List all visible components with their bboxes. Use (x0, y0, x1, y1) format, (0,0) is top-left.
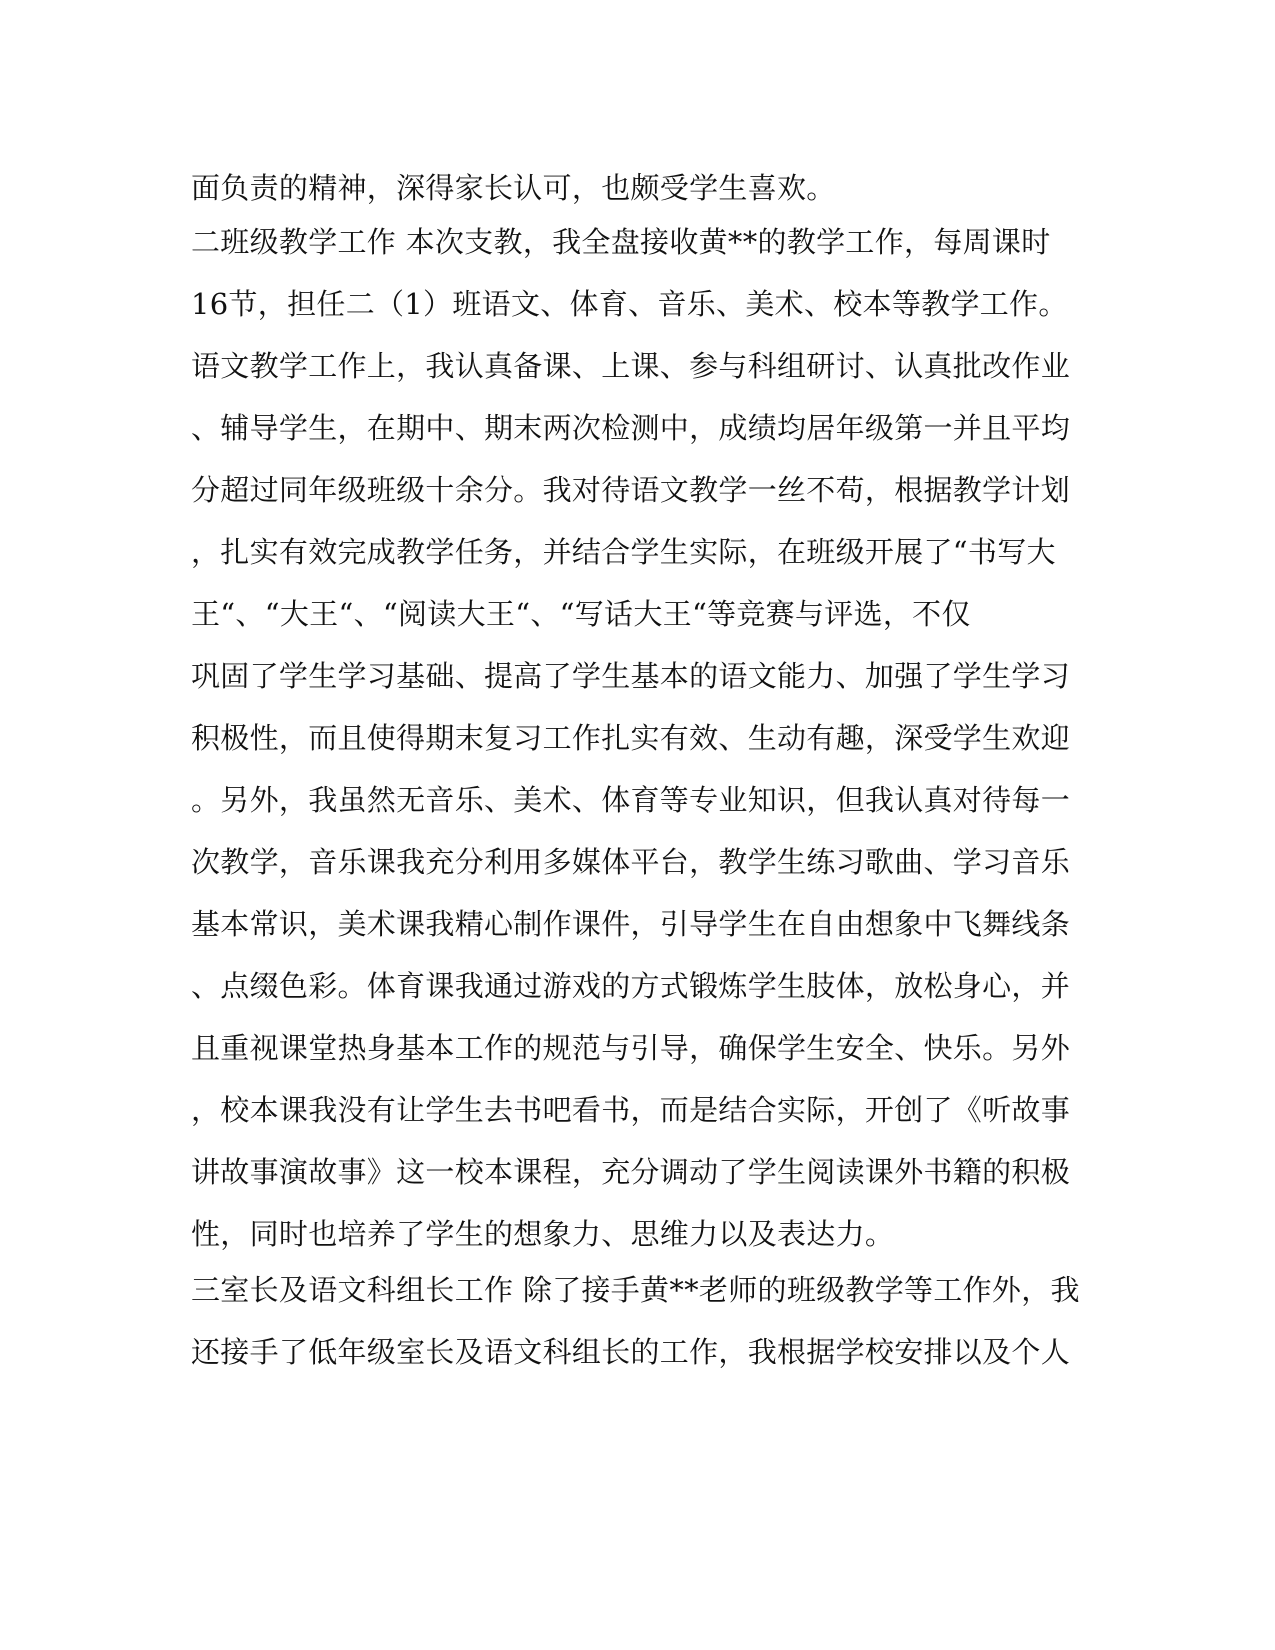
text-line: 王“、“大王“、“阅读大王“、“写话大王“等竞赛与评选，不仅 (191, 597, 971, 631)
text-line: 。另外，我虽然无音乐、美术、体育等专业知识，但我认真对待每一 (191, 783, 1071, 817)
text-line: 语文教学工作上，我认真备课、上课、参与科组研讨、认真批改作业 (191, 349, 1071, 383)
text-line: 性，同时也培养了学生的想象力、思维力以及表达力。 (191, 1217, 895, 1251)
text-line: 面负责的精神，深得家长认可，也颇受学生喜欢。 (191, 171, 836, 205)
text-line: ，扎实有效完成教学任务，并结合学生实际，在班级开展了“书写大 (191, 535, 1056, 569)
text-line: 二班级教学工作 本次支教，我全盘接收黄**的教学工作，每周课时 (191, 225, 1051, 259)
text-line: 、点缀色彩。体育课我通过游戏的方式锻炼学生肢体，放松身心，并 (191, 969, 1071, 1003)
text-line: 三室长及语文科组长工作 除了接手黄**老师的班级教学等工作外，我 (191, 1273, 1080, 1307)
text-line: 讲故事演故事》这一校本课程，充分调动了学生阅读课外书籍的积极 (191, 1155, 1071, 1189)
text-line: 16节，担任二（1）班语文、体育、音乐、美术、校本等教学工作。 (191, 287, 1068, 321)
text-line: 基本常识，美术课我精心制作课件，引导学生在自由想象中飞舞线条 (191, 907, 1071, 941)
text-line: 还接手了低年级室长及语文科组长的工作，我根据学校安排以及个人 (191, 1335, 1071, 1369)
text-line: 分超过同年级班级十余分。我对待语文教学一丝不苟，根据教学计划 (191, 473, 1071, 507)
text-line: 且重视课堂热身基本工作的规范与引导，确保学生安全、快乐。另外 (191, 1031, 1071, 1065)
text-line: 、辅导学生，在期中、期末两次检测中，成绩均居年级第一并且平均 (191, 411, 1071, 445)
text-line: 次教学，音乐课我充分利用多媒体平台，教学生练习歌曲、学习音乐 (191, 845, 1071, 879)
text-line: ，校本课我没有让学生去书吧看书，而是结合实际，开创了《听故事 (191, 1093, 1071, 1127)
text-line: 巩固了学生学习基础、提高了学生基本的语文能力、加强了学生学习 (191, 659, 1071, 693)
text-line: 积极性，而且使得期末复习工作扎实有效、生动有趣，深受学生欢迎 (191, 721, 1071, 755)
